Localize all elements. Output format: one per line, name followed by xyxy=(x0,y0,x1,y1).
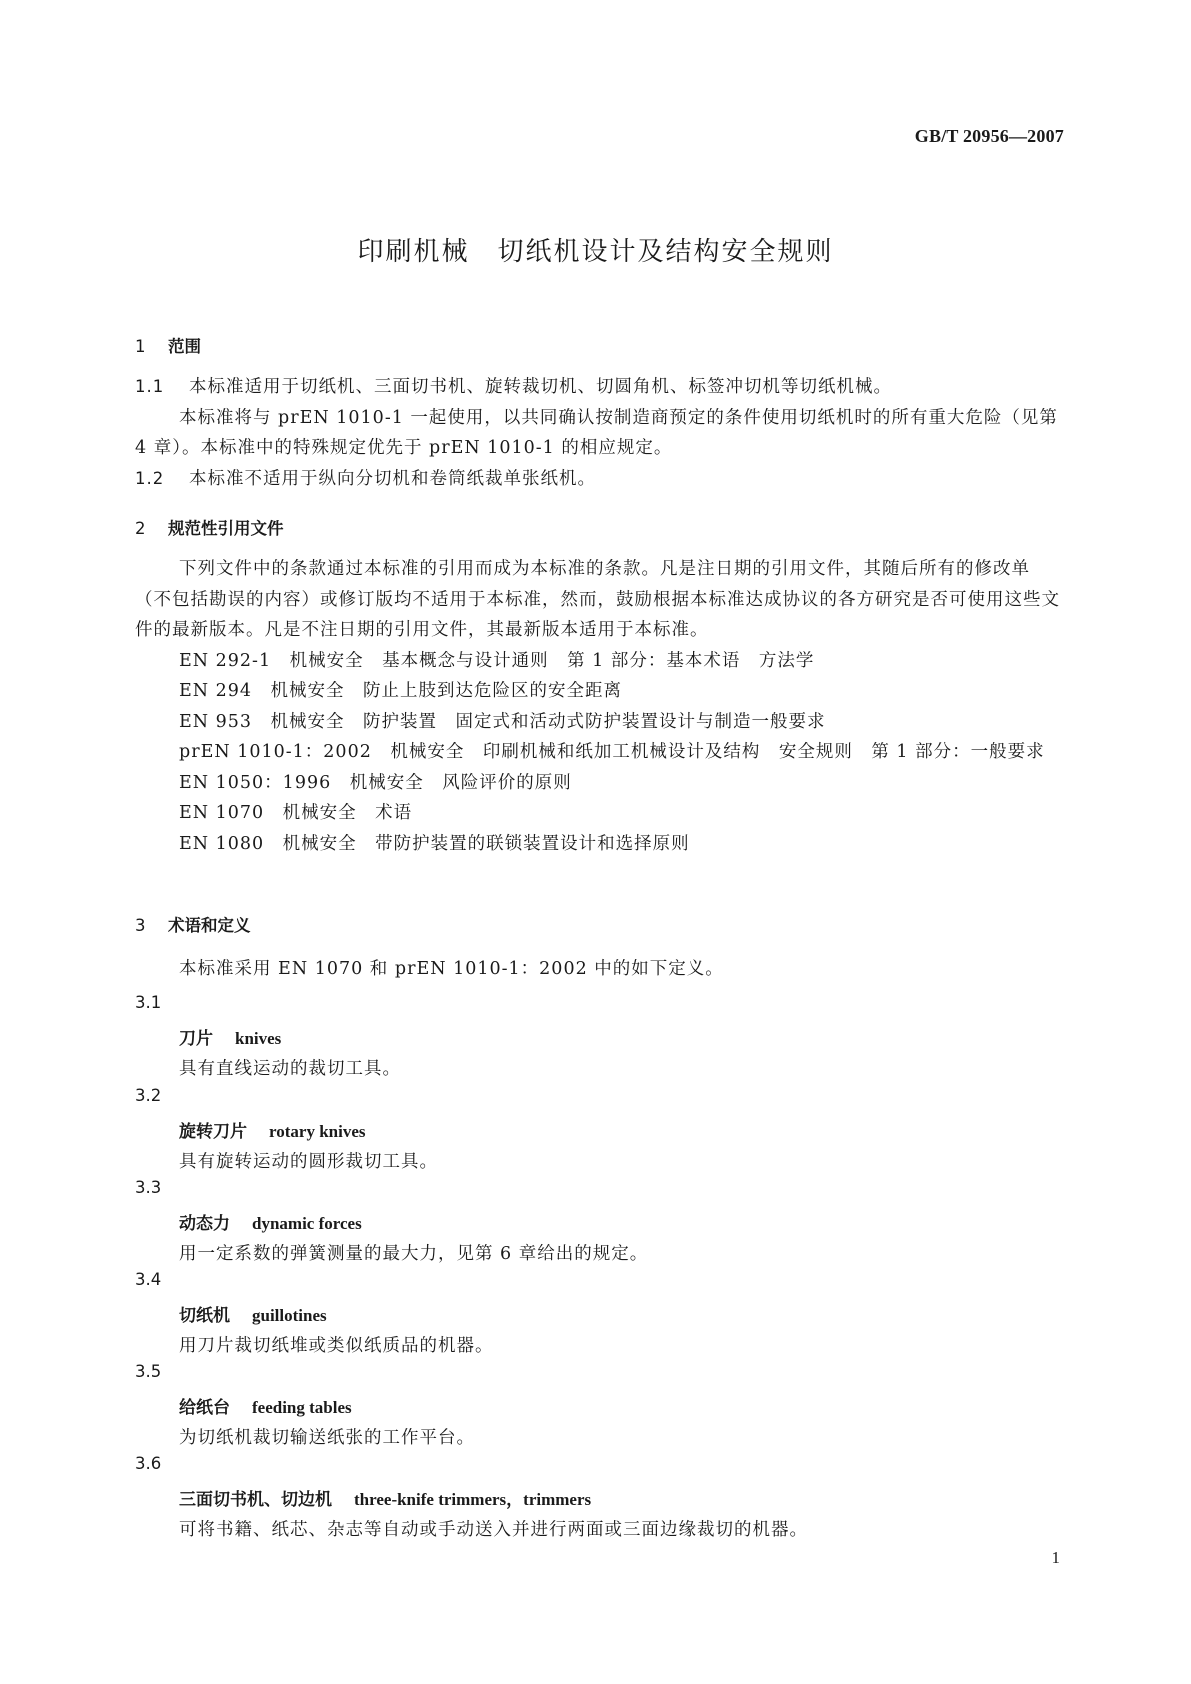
term-number: 3.3 xyxy=(135,1178,162,1197)
term-definition: 用刀片裁切纸堆或类似纸质品的机器。 xyxy=(179,1336,494,1356)
term-number: 3.5 xyxy=(135,1362,162,1381)
term-en: dynamic forces xyxy=(252,1214,362,1233)
section-2-intro: 下列文件中的条款通过本标准的引用而成为本标准的条款。凡是注日期的引用文件，其随后所有的修改单（不包括勘误的内容）或修订版均不适用于本标准，然而，鼓励根据本标准达成协议的各方研究是否可使用这些文件的最新版本。凡是不注日期的引用文件，其最新版本适用于本标准。 xyxy=(135,559,1060,640)
term-zh: 三面切书机、切边机 xyxy=(179,1490,332,1510)
term-en: guillotines xyxy=(252,1306,327,1325)
reference-item: EN 294 机械安全 防止上肢到达危险区的安全距离 xyxy=(179,681,623,701)
term-en: feeding tables xyxy=(252,1398,352,1417)
section-title: 范围 xyxy=(168,337,201,356)
term-definition: 具有旋转运动的圆形裁切工具。 xyxy=(179,1152,438,1172)
term-definition: 具有直线运动的裁切工具。 xyxy=(179,1059,401,1079)
section-1-body xyxy=(135,372,1061,494)
section-number: 3 xyxy=(135,916,146,935)
term-en: knives xyxy=(235,1029,282,1048)
section-3-heading xyxy=(135,912,251,936)
document-title: 印刷机械 切纸机设计及结构安全规则 xyxy=(357,237,834,267)
standard-code: GB/T 20956—2007 xyxy=(914,126,1064,146)
term-definition: 用一定系数的弹簧测量的最大力，见第 6 章给出的规定。 xyxy=(179,1244,649,1264)
term-zh: 刀片 xyxy=(179,1029,213,1049)
term-definition: 可将书籍、纸芯、杂志等自动或手动送入并进行两面或三面边缘裁切的机器。 xyxy=(179,1520,808,1540)
term-heading xyxy=(179,1209,362,1234)
term-heading xyxy=(179,1117,366,1142)
reference-item: EN 1080 机械安全 带防护装置的联锁装置设计和选择原则 xyxy=(179,833,690,854)
reference-item: prEN 1010-1：2002 机械安全 印刷机械和纸加工机械设计及结构 安全规则 第 1 部分：一般要求 xyxy=(179,742,1045,762)
term-zh: 旋转刀片 xyxy=(179,1122,247,1142)
term-zh: 动态力 xyxy=(179,1214,230,1234)
term-heading xyxy=(179,1301,327,1326)
section-2-body xyxy=(135,554,1061,859)
term-number: 3.2 xyxy=(135,1086,162,1105)
section-number: 2 xyxy=(135,519,146,538)
clause-1-1 xyxy=(135,372,1061,403)
clause-text: 本标准适用于切纸机、三面切书机、旋转裁切机、切圆角机、标签冲切机等切纸机械。 xyxy=(189,377,892,397)
term-heading xyxy=(179,1393,352,1418)
reference-item: EN 1050：1996 机械安全 风险评价的原则 xyxy=(179,772,572,793)
reference-item: EN 1070 机械安全 术语 xyxy=(179,803,413,823)
term-number: 3.1 xyxy=(135,993,162,1012)
term-definition: 为切纸机裁切输送纸张的工作平台。 xyxy=(179,1428,475,1448)
term-heading xyxy=(179,1024,281,1049)
clause-1-1-paragraph: 本标准将与 prEN 1010-1 一起使用，以共同确认按制造商预定的条件使用切纸机时的所有重大危险（见第 4 章）。本标准中的特殊规定优先于 prEN 1010-1 的相应规定。 xyxy=(135,407,1058,458)
reference-item: EN 292-1 机械安全 基本概念与设计通则 第 1 部分：基本术语 方法学 xyxy=(179,650,815,671)
reference-item: EN 953 机械安全 防护装置 固定式和活动式防护装置设计与制造一般要求 xyxy=(179,711,826,732)
section-1-heading xyxy=(135,333,201,357)
page-number: 1 xyxy=(1051,1548,1060,1567)
section-title: 规范性引用文件 xyxy=(168,519,284,538)
section-3-intro-block xyxy=(135,954,1061,985)
clause-number: 1.2 xyxy=(135,468,165,488)
term-en: rotary knives xyxy=(269,1122,366,1141)
term-zh: 给纸台 xyxy=(179,1398,230,1418)
section-3-intro: 本标准采用 EN 1070 和 prEN 1010-1：2002 中的如下定义。 xyxy=(179,959,724,979)
section-number: 1 xyxy=(135,337,146,356)
section-title: 术语和定义 xyxy=(168,916,251,935)
term-number: 3.4 xyxy=(135,1270,162,1289)
clause-number: 1.1 xyxy=(135,377,165,396)
term-number: 3.6 xyxy=(135,1454,162,1473)
term-en: three-knife trimmers，trimmers xyxy=(354,1490,592,1509)
clause-1-2 xyxy=(135,464,1061,495)
term-heading xyxy=(179,1485,591,1510)
term-zh: 切纸机 xyxy=(179,1306,230,1326)
clause-text: 本标准不适用于纵向分切机和卷筒纸裁单张纸机。 xyxy=(189,468,596,489)
section-2-heading xyxy=(135,515,284,539)
